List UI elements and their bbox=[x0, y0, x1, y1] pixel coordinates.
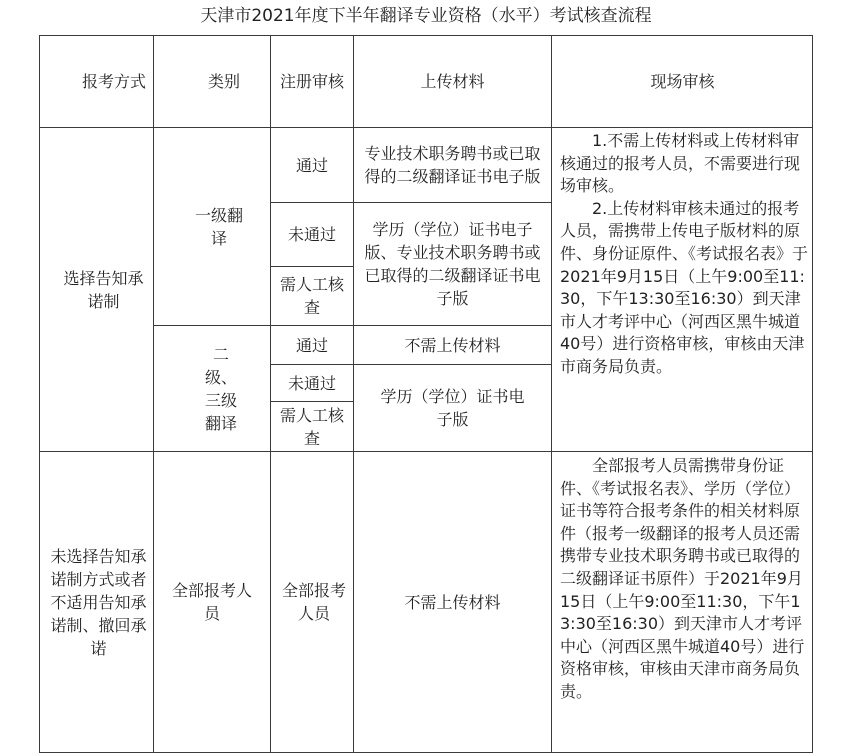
level1-pass: 通过 bbox=[295, 155, 328, 175]
method-promise: 选择告知承诺制 bbox=[63, 268, 144, 311]
header-upload-materials: 上传材料 bbox=[420, 72, 485, 91]
onsite-review-promise bbox=[560, 130, 808, 379]
onsite-review-all bbox=[560, 455, 808, 704]
level23-upload-pass: 不需上传材料 bbox=[404, 335, 501, 355]
onsite-paragraph: 全部报考人员需携带身份证件、《考试报名表》、学历（学位）证书等符合报考条件的相关材料原件（报考一级翻译的报考人员还需携带专业技术职务聘书或已取得的二级翻译证书原件）于2021年9月15日（上午9:00至11:30，下午13:30至16:30）到天津市人才考评中心（河西区黑牛城道40号）进行资格审核，审核由天津市商务局负责。 bbox=[560, 456, 805, 701]
level23-upload-other: 学历（学位）证书电子版 bbox=[380, 387, 525, 429]
category-level23: 二级、三级翻译 bbox=[204, 344, 237, 433]
level23-manual: 需人工核查 bbox=[279, 405, 344, 448]
document-title: 天津市2021年度下半年翻译专业资格（水平）考试核查流程 bbox=[200, 6, 652, 26]
category-level1: 一级翻译 bbox=[194, 205, 243, 248]
category-all: 全部报考人员 bbox=[171, 581, 252, 623]
level1-upload-pass: 专业技术职务聘书或已取得的二级翻译证书电子版 bbox=[364, 144, 541, 186]
header-onsite-review: 现场审核 bbox=[650, 72, 715, 91]
level1-fail: 未通过 bbox=[287, 225, 336, 244]
header-category: 类别 bbox=[207, 72, 240, 91]
method-no-promise: 未选择告知承诺制方式或者不适用告知承诺制、撤回承诺 bbox=[50, 546, 147, 658]
onsite-paragraph: 2.上传材料审核未通过的报考人员，需携带上传电子版材料的原件、身份证原件、《考试报名表》于2021年9月15日（上午9:00至11:30，下午13:30至16:30）到天津市人才考评中心（河西区黑牛城道40号）进行资格审核，审核由天津市商务局负责。 bbox=[560, 198, 809, 376]
level23-pass: 通过 bbox=[295, 335, 328, 355]
level23-fail: 未通过 bbox=[287, 373, 336, 393]
level1-upload-other: 学历（学位）证书电子版、专业技术职务聘书或已取得的二级翻译证书电子版 bbox=[364, 220, 541, 308]
level1-manual: 需人工核查 bbox=[279, 275, 344, 317]
registration-all: 全部报考人员 bbox=[281, 581, 346, 623]
header-method: 报考方式 bbox=[82, 72, 147, 91]
upload-none: 不需上传材料 bbox=[404, 592, 501, 612]
onsite-paragraph: 1.不需上传材料或上传材料审核通过的报考人员，不需要进行现场审核。 bbox=[560, 131, 801, 196]
grid-line bbox=[551, 35, 552, 753]
header-registration-review: 注册审核 bbox=[279, 72, 344, 91]
